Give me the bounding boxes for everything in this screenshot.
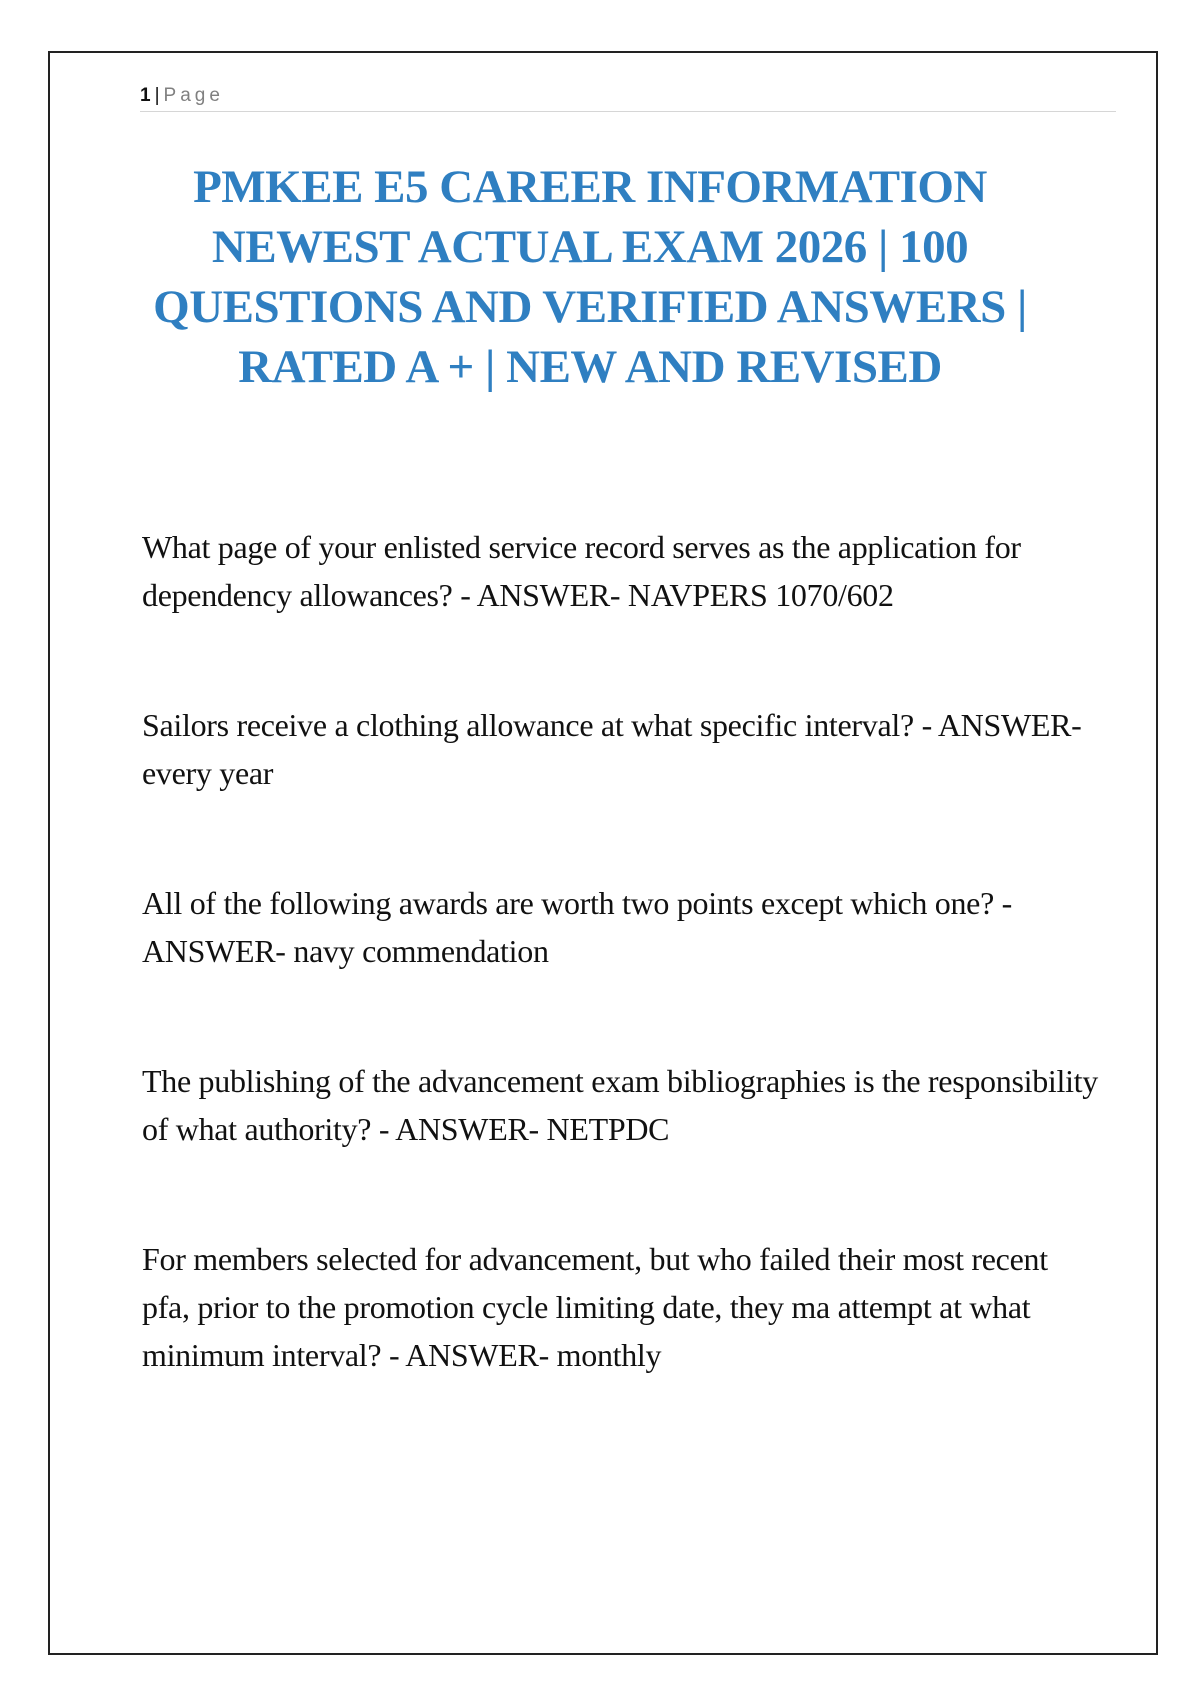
page-header: [140, 81, 1116, 112]
qa-list: [142, 523, 1102, 1461]
page-number: 1: [140, 85, 151, 106]
qa-item: The publishing of the advancement exam bibliographies is the responsibility of what authority? - ANSWER- NETPDC: [142, 1063, 1098, 1147]
qa-item: For members selected for advancement, but who failed their most recent pfa, prior to the promotion cycle limiting date, they ma attempt at what minimum interval? - ANSWER- monthly: [142, 1241, 1048, 1373]
qa-item: All of the following awards are worth two points except which one? - ANSWER- navy commendation: [142, 885, 1013, 969]
page-separator: |: [154, 85, 160, 106]
document-title: PMKEE E5 CAREER INFORMATION NEWEST ACTUAL EXAM 2026 | 100 QUESTIONS AND VERIFIED ANSWERS | RATED A + | NEW AND REVISED: [153, 161, 1027, 393]
qa-item: What page of your enlisted service record serves as the application for dependency allowances? - ANSWER- NAVPERS 1070/602: [142, 529, 1021, 613]
document-page: [48, 51, 1158, 1655]
page-label: Page: [163, 85, 224, 106]
qa-item: Sailors receive a clothing allowance at what specific interval? - ANSWER- every year: [142, 707, 1082, 791]
